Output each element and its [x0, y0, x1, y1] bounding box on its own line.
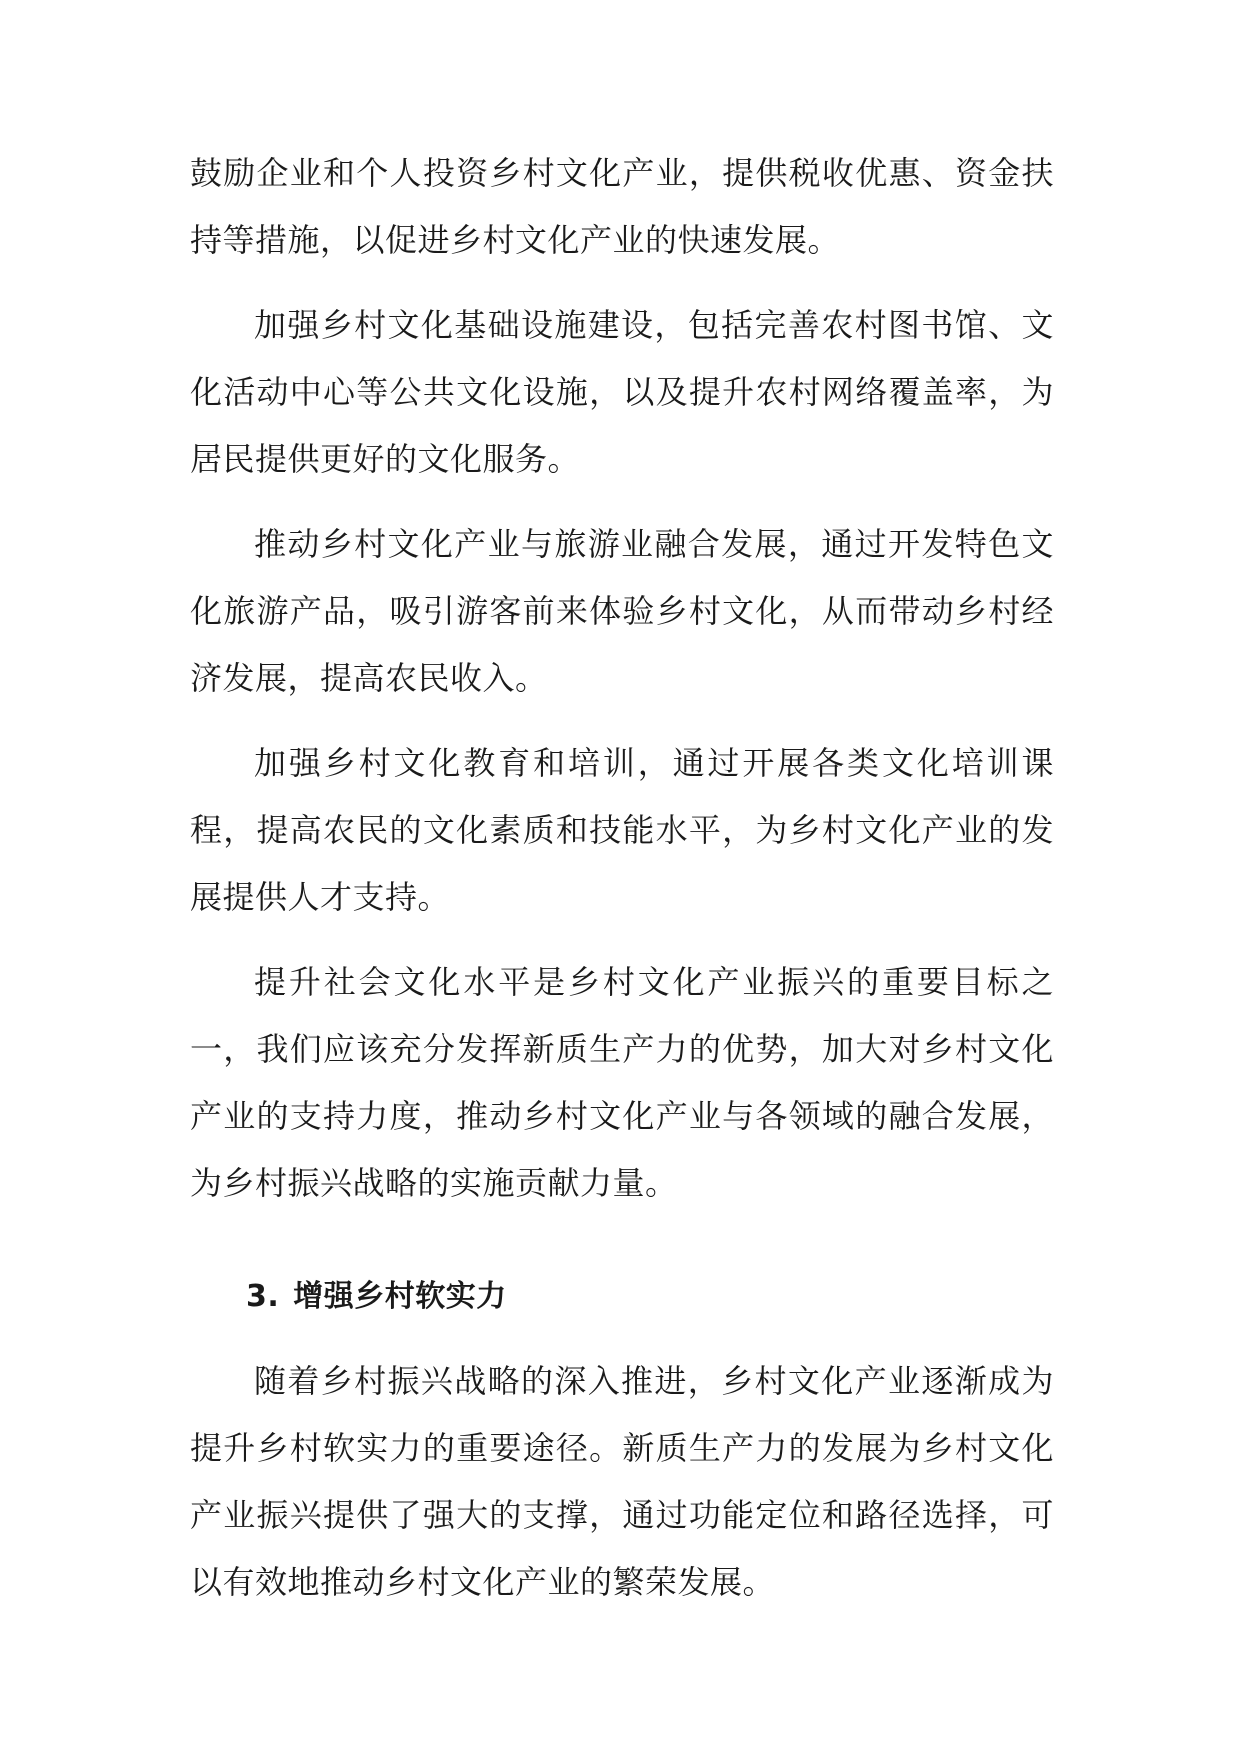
document-body [190, 140, 1054, 1634]
paragraph-2: 加强乡村文化基础设施建设，包括完善农村图书馆、文化活动中心等公共文化设施，以及提升农村网络覆盖率，为居民提供更好的文化服务。 [190, 306, 1054, 478]
paragraph-6: 随着乡村振兴战略的深入推进，乡村文化产业逐渐成为提升乡村软实力的重要途径。新质生产力的发展为乡村文化产业振兴提供了强大的支撑，通过功能定位和路径选择，可以有效地推动乡村文化产业的繁荣发展。 [190, 1362, 1054, 1601]
section-title: 增强乡村软实力 [293, 1279, 507, 1314]
paragraph-5: 提升社会文化水平是乡村文化产业振兴的重要目标之一，我们应该充分发挥新质生产力的优势，加大对乡村文化产业的支持力度，推动乡村文化产业与各领域的融合发展，为乡村振兴战略的实施贡献力量。 [190, 963, 1054, 1202]
section-number: 3. [246, 1279, 280, 1314]
paragraph-3: 推动乡村文化产业与旅游业融合发展，通过开发特色文化旅游产品，吸引游客前来体验乡村文化，从而带动乡村经济发展，提高农民收入。 [190, 525, 1054, 697]
paragraph-1: 鼓励企业和个人投资乡村文化产业，提供税收优惠、资金扶持等措施，以促进乡村文化产业的快速发展。 [190, 154, 1054, 259]
section-heading [190, 1263, 1054, 1330]
paragraph-4: 加强乡村文化教育和培训，通过开展各类文化培训课程，提高农民的文化素质和技能水平，为乡村文化产业的发展提供人才支持。 [190, 744, 1054, 916]
